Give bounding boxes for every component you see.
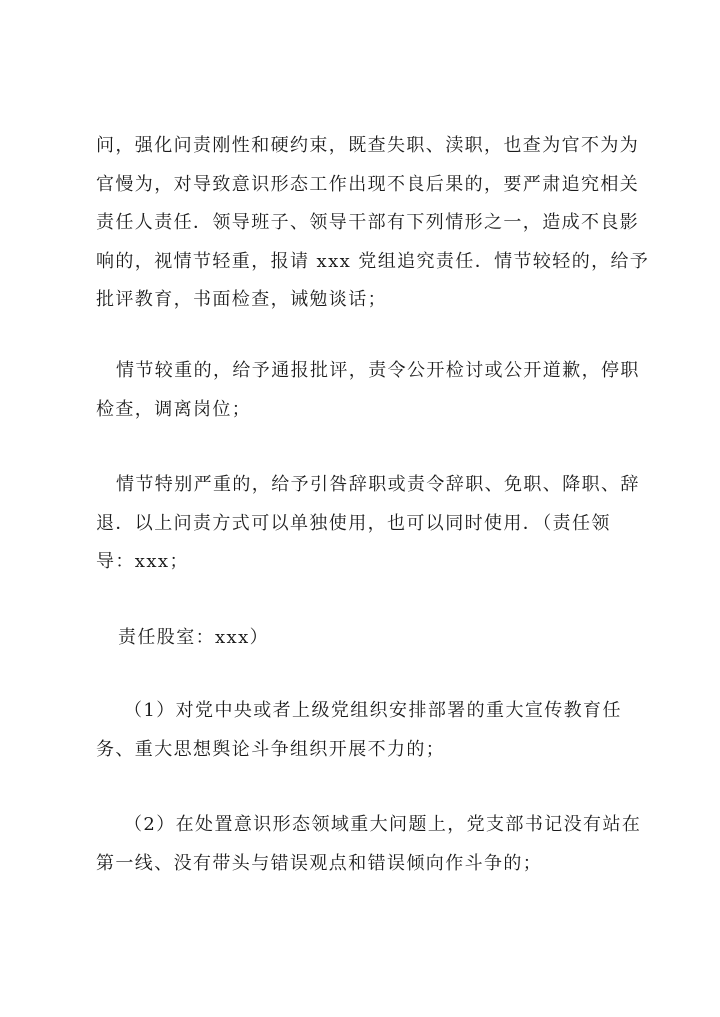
paragraph-line: 务、重大思想舆论斗争组织开展不力的； — [96, 738, 446, 760]
paragraph-line: 检查，调离岗位； — [96, 398, 252, 420]
paragraph-line: 责任股室：xxx） — [118, 627, 270, 648]
paragraph-item-2 — [96, 806, 656, 883]
paragraph-responsible-office — [96, 619, 656, 658]
paragraph-accountability-intro — [96, 127, 656, 320]
paragraph-line: （1）对党中央或者上级党组织安排部署的重大宣传教育任 — [124, 700, 622, 721]
paragraph-line: 问，强化问责刚性和硬约束，既查失职、渎职，也查为官不为为 — [96, 135, 640, 156]
paragraph-very-serious-cases — [96, 466, 656, 582]
paragraph-line: 响的，视情节轻重，报请 xxx 党组追究责任．情节较轻的，给予 — [96, 250, 650, 272]
paragraph-item-1 — [96, 692, 656, 769]
paragraph-line: 情节较重的，给予通报批评，责令公开检讨或公开道歉，停职 — [116, 360, 640, 381]
paragraph-line: 导：xxx； — [96, 551, 189, 572]
paragraph-line: 官慢为，对导致意识形态工作出现不良后果的，要严肃追究相关 — [96, 173, 640, 195]
paragraph-line: 批评教育，书面检查，诫勉谈话； — [96, 289, 387, 310]
paragraph-line: 责任人责任．领导班子、领导干部有下列情形之一，造成不良影 — [96, 212, 640, 233]
paragraph-line: 情节特别严重的，给予引咎辞职或责令辞职、免职、降职、辞 — [116, 474, 640, 495]
paragraph-line: 退．以上问责方式可以单独使用，也可以同时使用．（责任领 — [96, 512, 611, 534]
paragraph-line: 第一线、没有带头与错误观点和错误倾向作斗争的； — [96, 852, 543, 874]
paragraph-serious-cases — [96, 352, 656, 429]
paragraph-line: （2）在处置意识形态领域重大问题上，党支部书记没有站在 — [124, 814, 642, 835]
